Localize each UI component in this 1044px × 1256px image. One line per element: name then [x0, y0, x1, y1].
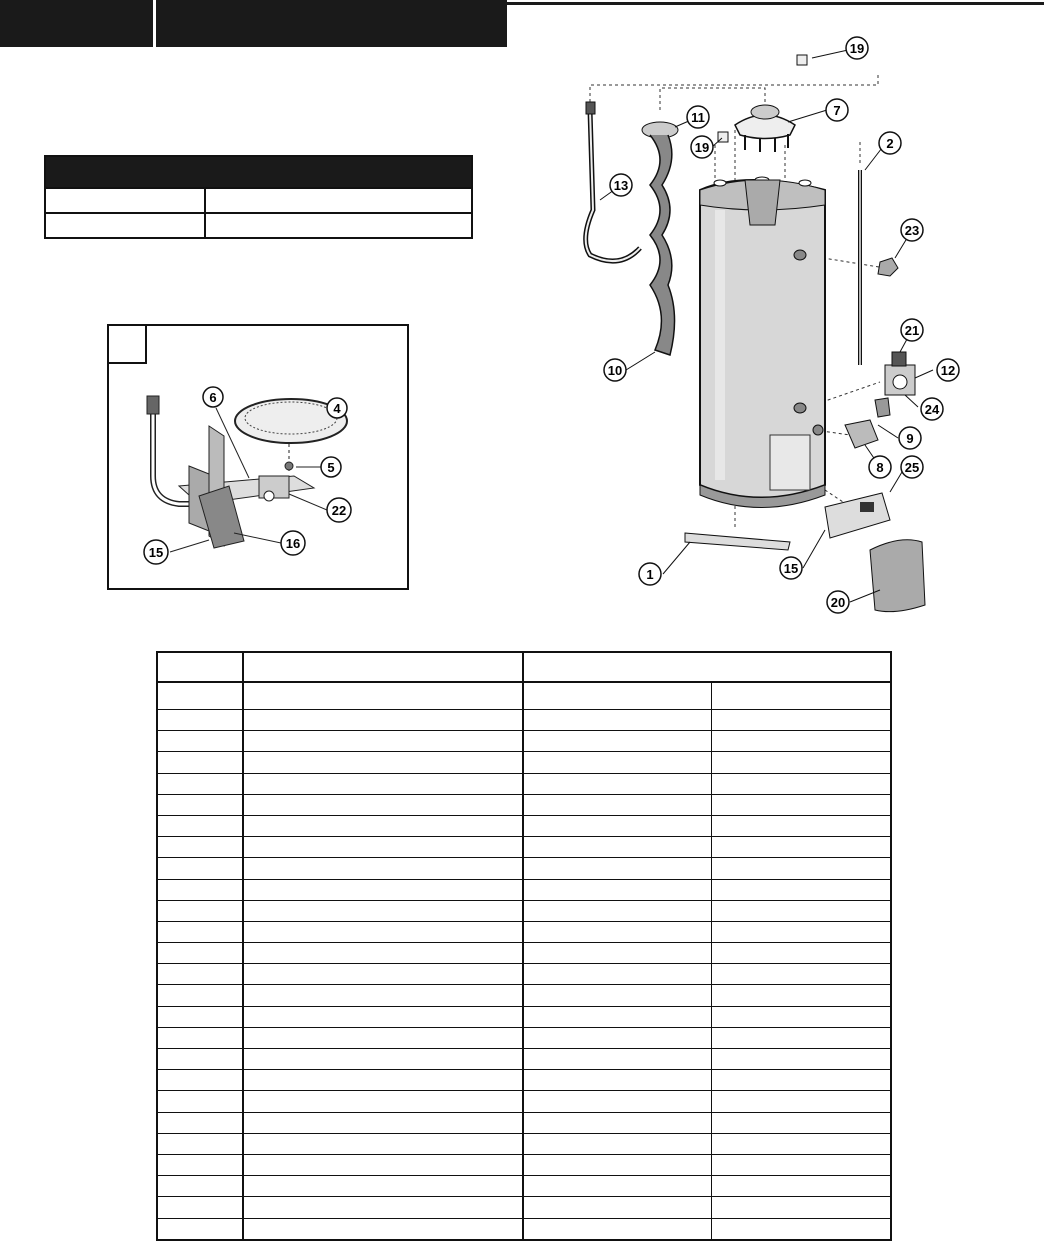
parts-cell [157, 879, 243, 900]
svg-text:15: 15 [148, 545, 164, 560]
parts-cell [523, 1049, 711, 1070]
svg-text:23: 23 [904, 223, 920, 238]
parts-cell [711, 1070, 891, 1091]
callout-13 [610, 174, 632, 196]
model-table-cell [45, 213, 205, 238]
svg-text:15: 15 [783, 561, 799, 576]
parts-cell [523, 900, 711, 921]
parts-subheader-cell [523, 682, 711, 710]
parts-cell [523, 921, 711, 942]
parts-cell [243, 794, 524, 815]
parts-row [157, 1027, 891, 1048]
parts-row [157, 1091, 891, 1112]
parts-cell [523, 879, 711, 900]
parts-cell [711, 1049, 891, 1070]
parts-cell [711, 1112, 891, 1133]
water-heater-exploded-view [560, 30, 956, 630]
header-bar [0, 0, 507, 47]
parts-row [157, 794, 891, 815]
callout-9 [899, 427, 921, 449]
parts-cell [711, 1091, 891, 1112]
parts-subheader-cell [243, 682, 524, 710]
parts-row [157, 1049, 891, 1070]
parts-cell [243, 1027, 524, 1048]
parts-row [157, 773, 891, 794]
parts-cell [243, 815, 524, 836]
parts-cell [243, 858, 524, 879]
svg-text:21: 21 [904, 323, 920, 338]
parts-cell [243, 943, 524, 964]
model-table-header [45, 156, 472, 188]
parts-cell [523, 1197, 711, 1218]
callout-19-top [846, 37, 868, 59]
parts-row [157, 837, 891, 858]
parts-cell [243, 1176, 524, 1197]
parts-cell [157, 731, 243, 752]
parts-header-cell [157, 652, 243, 682]
header-rule [507, 2, 1044, 5]
parts-cell [711, 1133, 891, 1154]
parts-row [157, 879, 891, 900]
parts-cell [523, 858, 711, 879]
inset-callout-4 [327, 398, 347, 418]
callout-19 [691, 136, 713, 158]
svg-text:25: 25 [904, 460, 920, 475]
parts-cell [523, 1006, 711, 1027]
parts-row [157, 1154, 891, 1175]
parts-cell [243, 921, 524, 942]
parts-cell [711, 858, 891, 879]
parts-subheader-cell [711, 682, 891, 710]
svg-text:12: 12 [940, 363, 956, 378]
model-table [44, 155, 473, 239]
callout-21 [901, 319, 923, 341]
parts-cell [157, 921, 243, 942]
parts-cell [243, 1218, 524, 1240]
parts-cell [157, 710, 243, 731]
parts-subheader-cell [157, 682, 243, 710]
svg-text:22: 22 [331, 503, 347, 518]
model-table-cell [205, 213, 472, 238]
parts-row [157, 985, 891, 1006]
parts-cell [523, 1154, 711, 1175]
callout-23 [901, 219, 923, 241]
header-divider [153, 0, 156, 47]
parts-cell [243, 985, 524, 1006]
parts-row [157, 752, 891, 773]
parts-cell [523, 1218, 711, 1240]
callout-1 [639, 563, 661, 585]
svg-text:1: 1 [646, 567, 654, 582]
svg-text:19: 19 [849, 41, 865, 56]
callout-11 [687, 106, 709, 128]
parts-cell [523, 1112, 711, 1133]
parts-row [157, 1197, 891, 1218]
parts-cell [523, 1133, 711, 1154]
parts-cell [523, 1027, 711, 1048]
model-table-cell [45, 188, 205, 213]
parts-cell [711, 794, 891, 815]
parts-cell [711, 879, 891, 900]
inset-callout-15 [144, 540, 168, 564]
parts-cell [523, 985, 711, 1006]
parts-cell [157, 752, 243, 773]
parts-cell [523, 1070, 711, 1091]
svg-text:24: 24 [924, 402, 940, 417]
parts-cell [243, 1006, 524, 1027]
parts-cell [157, 985, 243, 1006]
svg-text:13: 13 [613, 178, 629, 193]
burner-inset-figure [107, 324, 409, 590]
parts-cell [157, 1133, 243, 1154]
parts-cell [243, 1112, 524, 1133]
parts-cell [523, 710, 711, 731]
callout-2 [879, 132, 901, 154]
parts-cell [523, 1176, 711, 1197]
parts-row [157, 731, 891, 752]
parts-cell [523, 731, 711, 752]
parts-cell [523, 794, 711, 815]
svg-text:10: 10 [607, 363, 623, 378]
parts-row [157, 1133, 891, 1154]
svg-text:19: 19 [694, 140, 710, 155]
inset-callout-6 [203, 387, 223, 407]
inset-callout-16 [281, 531, 305, 555]
parts-cell [243, 879, 524, 900]
parts-cell [243, 731, 524, 752]
parts-cell [711, 731, 891, 752]
parts-cell [243, 1133, 524, 1154]
parts-cell [711, 921, 891, 942]
parts-cell [523, 752, 711, 773]
parts-row [157, 921, 891, 942]
parts-cell [523, 1091, 711, 1112]
parts-cell [243, 773, 524, 794]
parts-cell [243, 1197, 524, 1218]
parts-cell [711, 1197, 891, 1218]
svg-text:6: 6 [209, 390, 217, 405]
parts-cell [243, 710, 524, 731]
inset-callout-22 [327, 498, 351, 522]
parts-row [157, 900, 891, 921]
svg-text:20: 20 [830, 595, 846, 610]
parts-cell [243, 752, 524, 773]
parts-cell [523, 837, 711, 858]
parts-cell [157, 900, 243, 921]
parts-cell [157, 773, 243, 794]
parts-cell [157, 1049, 243, 1070]
parts-cell [711, 1006, 891, 1027]
parts-cell [711, 1027, 891, 1048]
callout-10 [604, 359, 626, 381]
parts-cell [157, 794, 243, 815]
parts-cell [711, 773, 891, 794]
parts-cell [157, 858, 243, 879]
svg-text:8: 8 [876, 460, 884, 475]
parts-cell [157, 1176, 243, 1197]
parts-cell [243, 837, 524, 858]
callout-15 [780, 557, 802, 579]
svg-text:7: 7 [833, 103, 841, 118]
svg-text:16: 16 [285, 536, 301, 551]
parts-cell [157, 1006, 243, 1027]
parts-cell [243, 1091, 524, 1112]
parts-cell [243, 900, 524, 921]
callout-20 [827, 591, 849, 613]
model-table-cell [205, 188, 472, 213]
parts-cell [523, 815, 711, 836]
parts-row [157, 815, 891, 836]
parts-cell [157, 815, 243, 836]
parts-header-cell [243, 652, 524, 682]
parts-cell [711, 1176, 891, 1197]
parts-cell [711, 710, 891, 731]
parts-cell [711, 964, 891, 985]
parts-cell [243, 1154, 524, 1175]
parts-cell [711, 837, 891, 858]
parts-row [157, 710, 891, 731]
parts-row [157, 943, 891, 964]
parts-cell [243, 1070, 524, 1091]
svg-text:9: 9 [906, 431, 914, 446]
parts-cell [157, 837, 243, 858]
parts-cell [711, 1218, 891, 1240]
parts-header-cell [523, 652, 891, 682]
callout-25 [901, 456, 923, 478]
parts-list-table [156, 651, 892, 1241]
parts-cell [157, 964, 243, 985]
parts-cell [523, 943, 711, 964]
parts-cell [523, 964, 711, 985]
parts-cell [157, 1112, 243, 1133]
svg-text:11: 11 [691, 110, 705, 125]
svg-text:5: 5 [327, 460, 335, 475]
callout-8 [869, 456, 891, 478]
parts-cell [157, 1070, 243, 1091]
parts-cell [711, 752, 891, 773]
parts-row [157, 1070, 891, 1091]
parts-cell [711, 815, 891, 836]
parts-row [157, 858, 891, 879]
svg-text:2: 2 [886, 136, 894, 151]
burner-assembly-drawing [109, 326, 407, 588]
parts-cell [711, 900, 891, 921]
parts-cell [157, 1218, 243, 1240]
inset-callout-5 [321, 457, 341, 477]
parts-cell [711, 943, 891, 964]
parts-cell [157, 1091, 243, 1112]
parts-row [157, 1112, 891, 1133]
parts-row [157, 964, 891, 985]
parts-cell [243, 964, 524, 985]
parts-cell [157, 1027, 243, 1048]
parts-cell [711, 1154, 891, 1175]
parts-cell [711, 985, 891, 1006]
parts-cell [243, 1049, 524, 1070]
callout-24 [921, 398, 943, 420]
parts-row [157, 1176, 891, 1197]
parts-row [157, 1218, 891, 1240]
parts-cell [157, 943, 243, 964]
parts-cell [157, 1154, 243, 1175]
parts-cell [523, 773, 711, 794]
callout-7 [826, 99, 848, 121]
parts-cell [157, 1197, 243, 1218]
callout-12 [937, 359, 959, 381]
svg-text:4: 4 [333, 401, 341, 416]
parts-row [157, 1006, 891, 1027]
